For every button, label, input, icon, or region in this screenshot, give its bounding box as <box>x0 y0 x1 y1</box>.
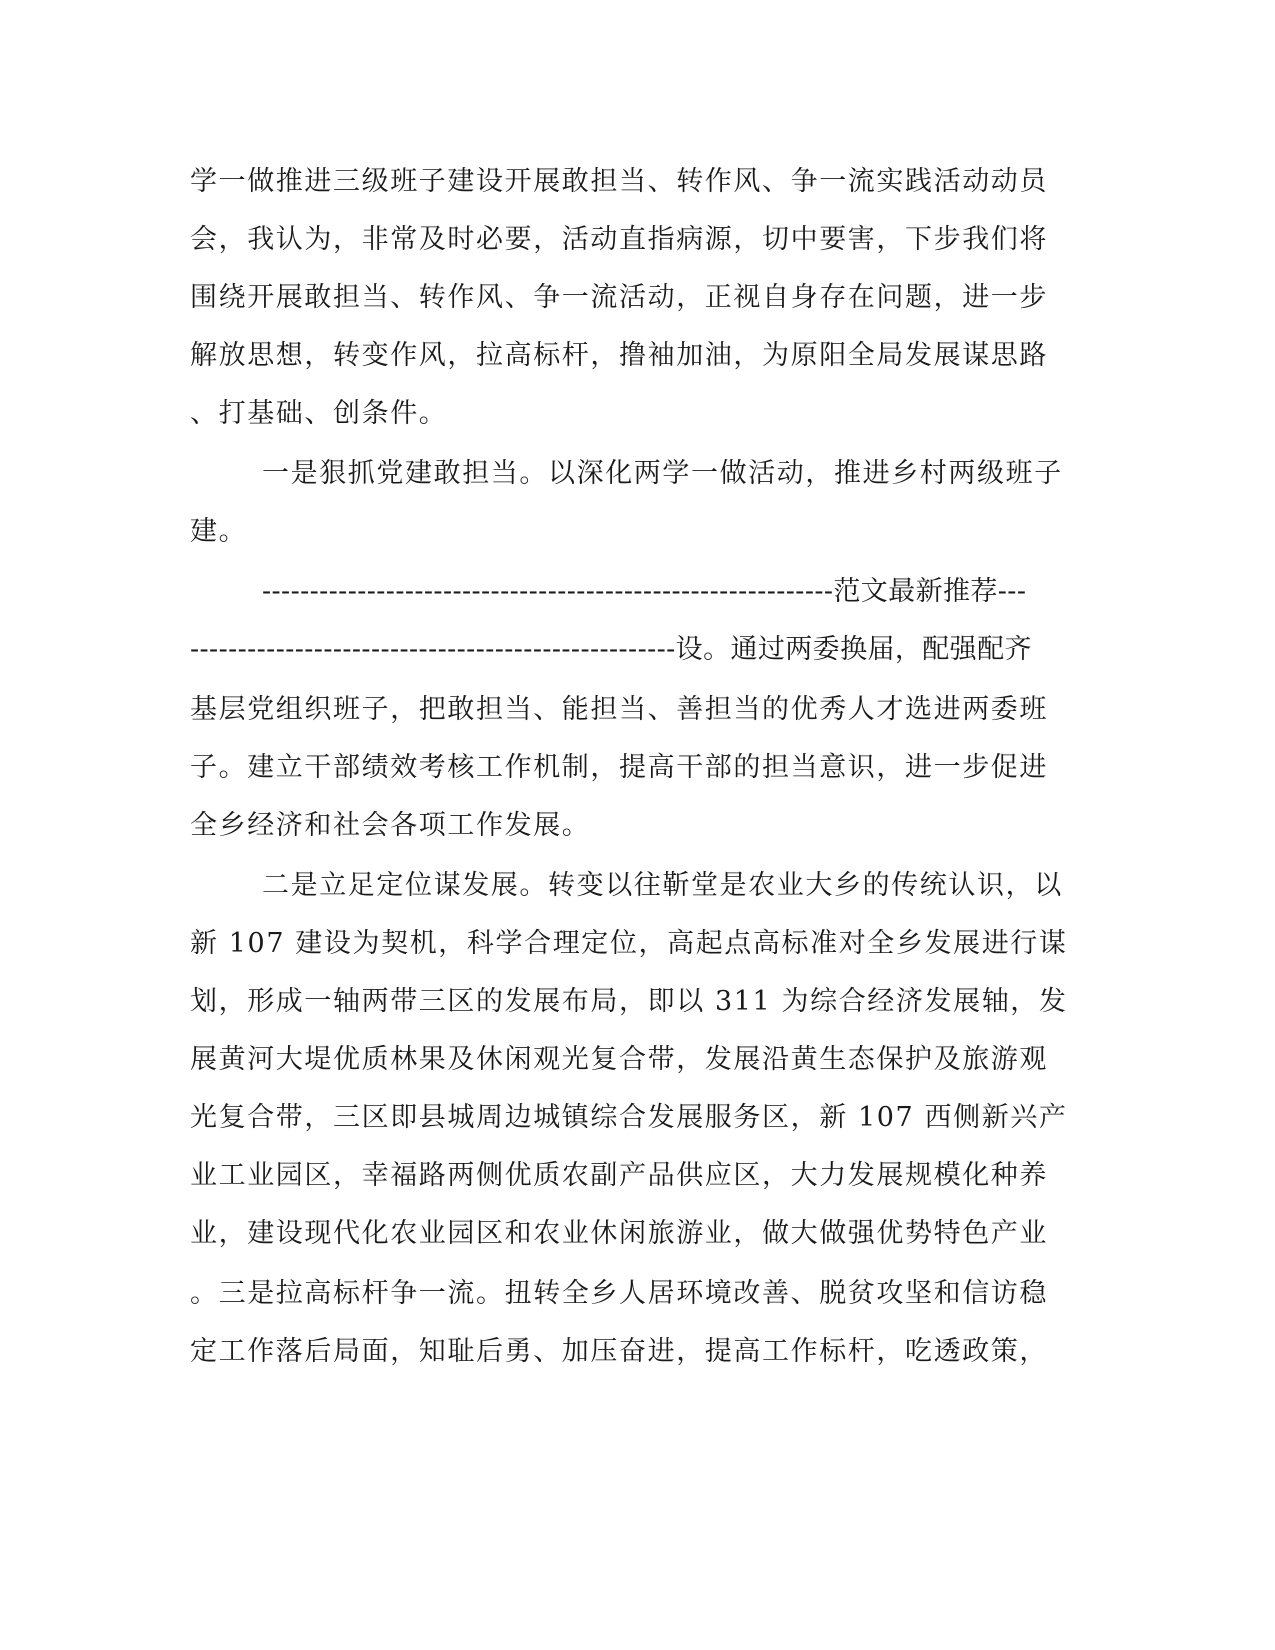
body-text-line: 业，建设现代化农业园区和农业休闲旅游业，做大做强优势特色产业 <box>190 1218 1048 1249</box>
body-text-line: 、打基础、创条件。 <box>190 398 448 429</box>
body-text-line: 新 107 建设为契机，科学合理定位，高起点高标准对全乡发展进行谋 <box>190 928 1068 959</box>
body-text-line: 围绕开展敢担当、转作风、争一流活动，正视自身存在问题，进一步 <box>190 282 1048 313</box>
body-text-line: 划，形成一轴两带三区的发展布局，即以 311 为综合经济发展轴，发 <box>190 986 1068 1017</box>
body-text-line: 。三是拉高标杆争一流。扭转全乡人居环境改善、脱贫攻坚和信访稳 <box>190 1278 1048 1309</box>
body-text-line: 建。 <box>190 516 248 547</box>
body-text-line: 定工作落后局面，知耻后勇、加压奋进，提高工作标杆，吃透政策， <box>190 1336 1048 1367</box>
body-text-line: 基层党组织班子，把敢担当、能担当、善担当的优秀人才选进两委班 <box>190 694 1048 725</box>
body-text-line: 子。建立干部绩效考核工作机制，提高干部的担当意识，进一步促进 <box>190 752 1048 783</box>
body-text-line: 光复合带，三区即县城周边城镇综合发展服务区，新 107 西侧新兴产 <box>190 1102 1068 1133</box>
body-text-line: 全乡经济和社会各项工作发展。 <box>190 810 591 841</box>
body-text-line: 展黄河大堤优质林果及休闲观光复合带，发展沿黄生态保护及旅游观 <box>190 1044 1048 1075</box>
paragraph-start-line: 二是立足定位谋发展。转变以往靳堂是农业大乡的传统认识，以 <box>262 870 1063 901</box>
paragraph-start-line: 一是狠抓党建敢担当。以深化两学一做活动，推进乡村两级班子 <box>262 458 1063 489</box>
body-text-line: 解放思想，转变作风，拉高标杆，撸袖加油，为原阳全局发展谋思路 <box>190 340 1048 371</box>
body-text-line: 会，我认为，非常及时必要，活动直指病源，切中要害，下步我们将 <box>190 224 1048 255</box>
recommendation-divider: ------------------------------------------------------------范文最新推荐--- <box>262 576 1027 607</box>
recommendation-divider-continuation: ---------------------------------------------------设。通过两委换届，配强配齐 <box>190 634 1032 665</box>
body-text-line: 业工业园区，幸福路两侧优质农副产品供应区，大力发展规模化种养 <box>190 1160 1048 1191</box>
body-text-line: 学一做推进三级班子建设开展敢担当、转作风、争一流实践活动动员 <box>190 166 1048 197</box>
